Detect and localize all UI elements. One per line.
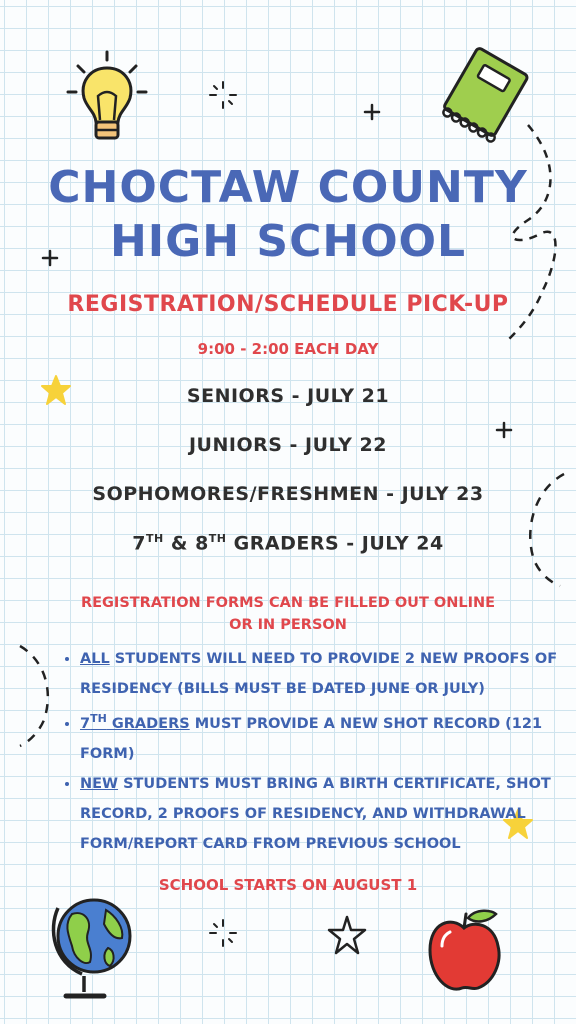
grade-7-suffix: TH [146, 532, 164, 545]
lightbulb-icon [62, 48, 152, 148]
bullet-emphasis: ALL [80, 651, 110, 667]
grade-7-number: 7 [132, 532, 147, 555]
hours: 9:00 - 2:00 EACH DAY [197, 340, 379, 358]
bullet-emphasis-word: GRADERS [106, 715, 190, 732]
schedule-7th-8th [0, 532, 576, 554]
outline-star-icon [326, 914, 368, 956]
bullet-text: MUST PROVIDE A NEW SHOT RECORD (121 FORM) [80, 715, 543, 762]
grade-8-number: 8 [195, 532, 209, 555]
school-title-line1: CHOCTAW COUNTY [48, 162, 528, 213]
bullet-text: STUDENTS WILL NEED TO PROVIDE 2 NEW PROOFS OF RESIDENCY (BILLS MUST BE DATED JUNE OR JULY) [80, 651, 558, 697]
sparkle-icon [208, 80, 238, 110]
subtitle: REGISTRATION/SCHEDULE PICK-UP [67, 292, 509, 317]
ampersand: & [170, 532, 188, 555]
list-item [80, 644, 560, 704]
requirements-list [58, 644, 560, 859]
sparkle-icon [208, 918, 238, 948]
bullet-emphasis [80, 712, 190, 732]
apple-icon [422, 906, 506, 996]
dashed-arc-left [14, 640, 54, 750]
bullet-emphasis-suffix: TH [90, 712, 107, 725]
bullet-emphasis: NEW [80, 775, 119, 792]
bullet-text: STUDENTS MUST BRING A BIRTH CERTIFICATE, SHOT RECORD, 2 PROOFS OF RESIDENCY, AND WITHDRAWAL FORM/REPORT CARD FROM PREVIOUS SCHOOL [80, 775, 551, 852]
schedule-juniors: JUNIORS - JULY 22 [188, 434, 387, 456]
list-item [80, 704, 560, 769]
forms-note-line1: REGISTRATION FORMS CAN BE FILLED OUT ONLINE [80, 595, 496, 611]
school-title-line2: HIGH SCHOOL [109, 216, 467, 267]
list-item [80, 769, 560, 859]
grade-7-8-date: GRADERS - JULY 24 [233, 532, 444, 555]
bullet-emphasis-number: 7 [80, 715, 91, 732]
globe-icon [44, 888, 140, 1002]
school-start-note: SCHOOL STARTS ON AUGUST 1 [158, 876, 418, 894]
plus-icon [364, 104, 380, 120]
schedule-soph-fresh: SOPHOMORES/FRESHMEN - JULY 23 [92, 483, 484, 505]
grade-8-suffix: TH [208, 532, 227, 545]
schedule-seniors: SENIORS - JULY 21 [186, 385, 390, 407]
forms-note-line2: OR IN PERSON [229, 617, 347, 633]
